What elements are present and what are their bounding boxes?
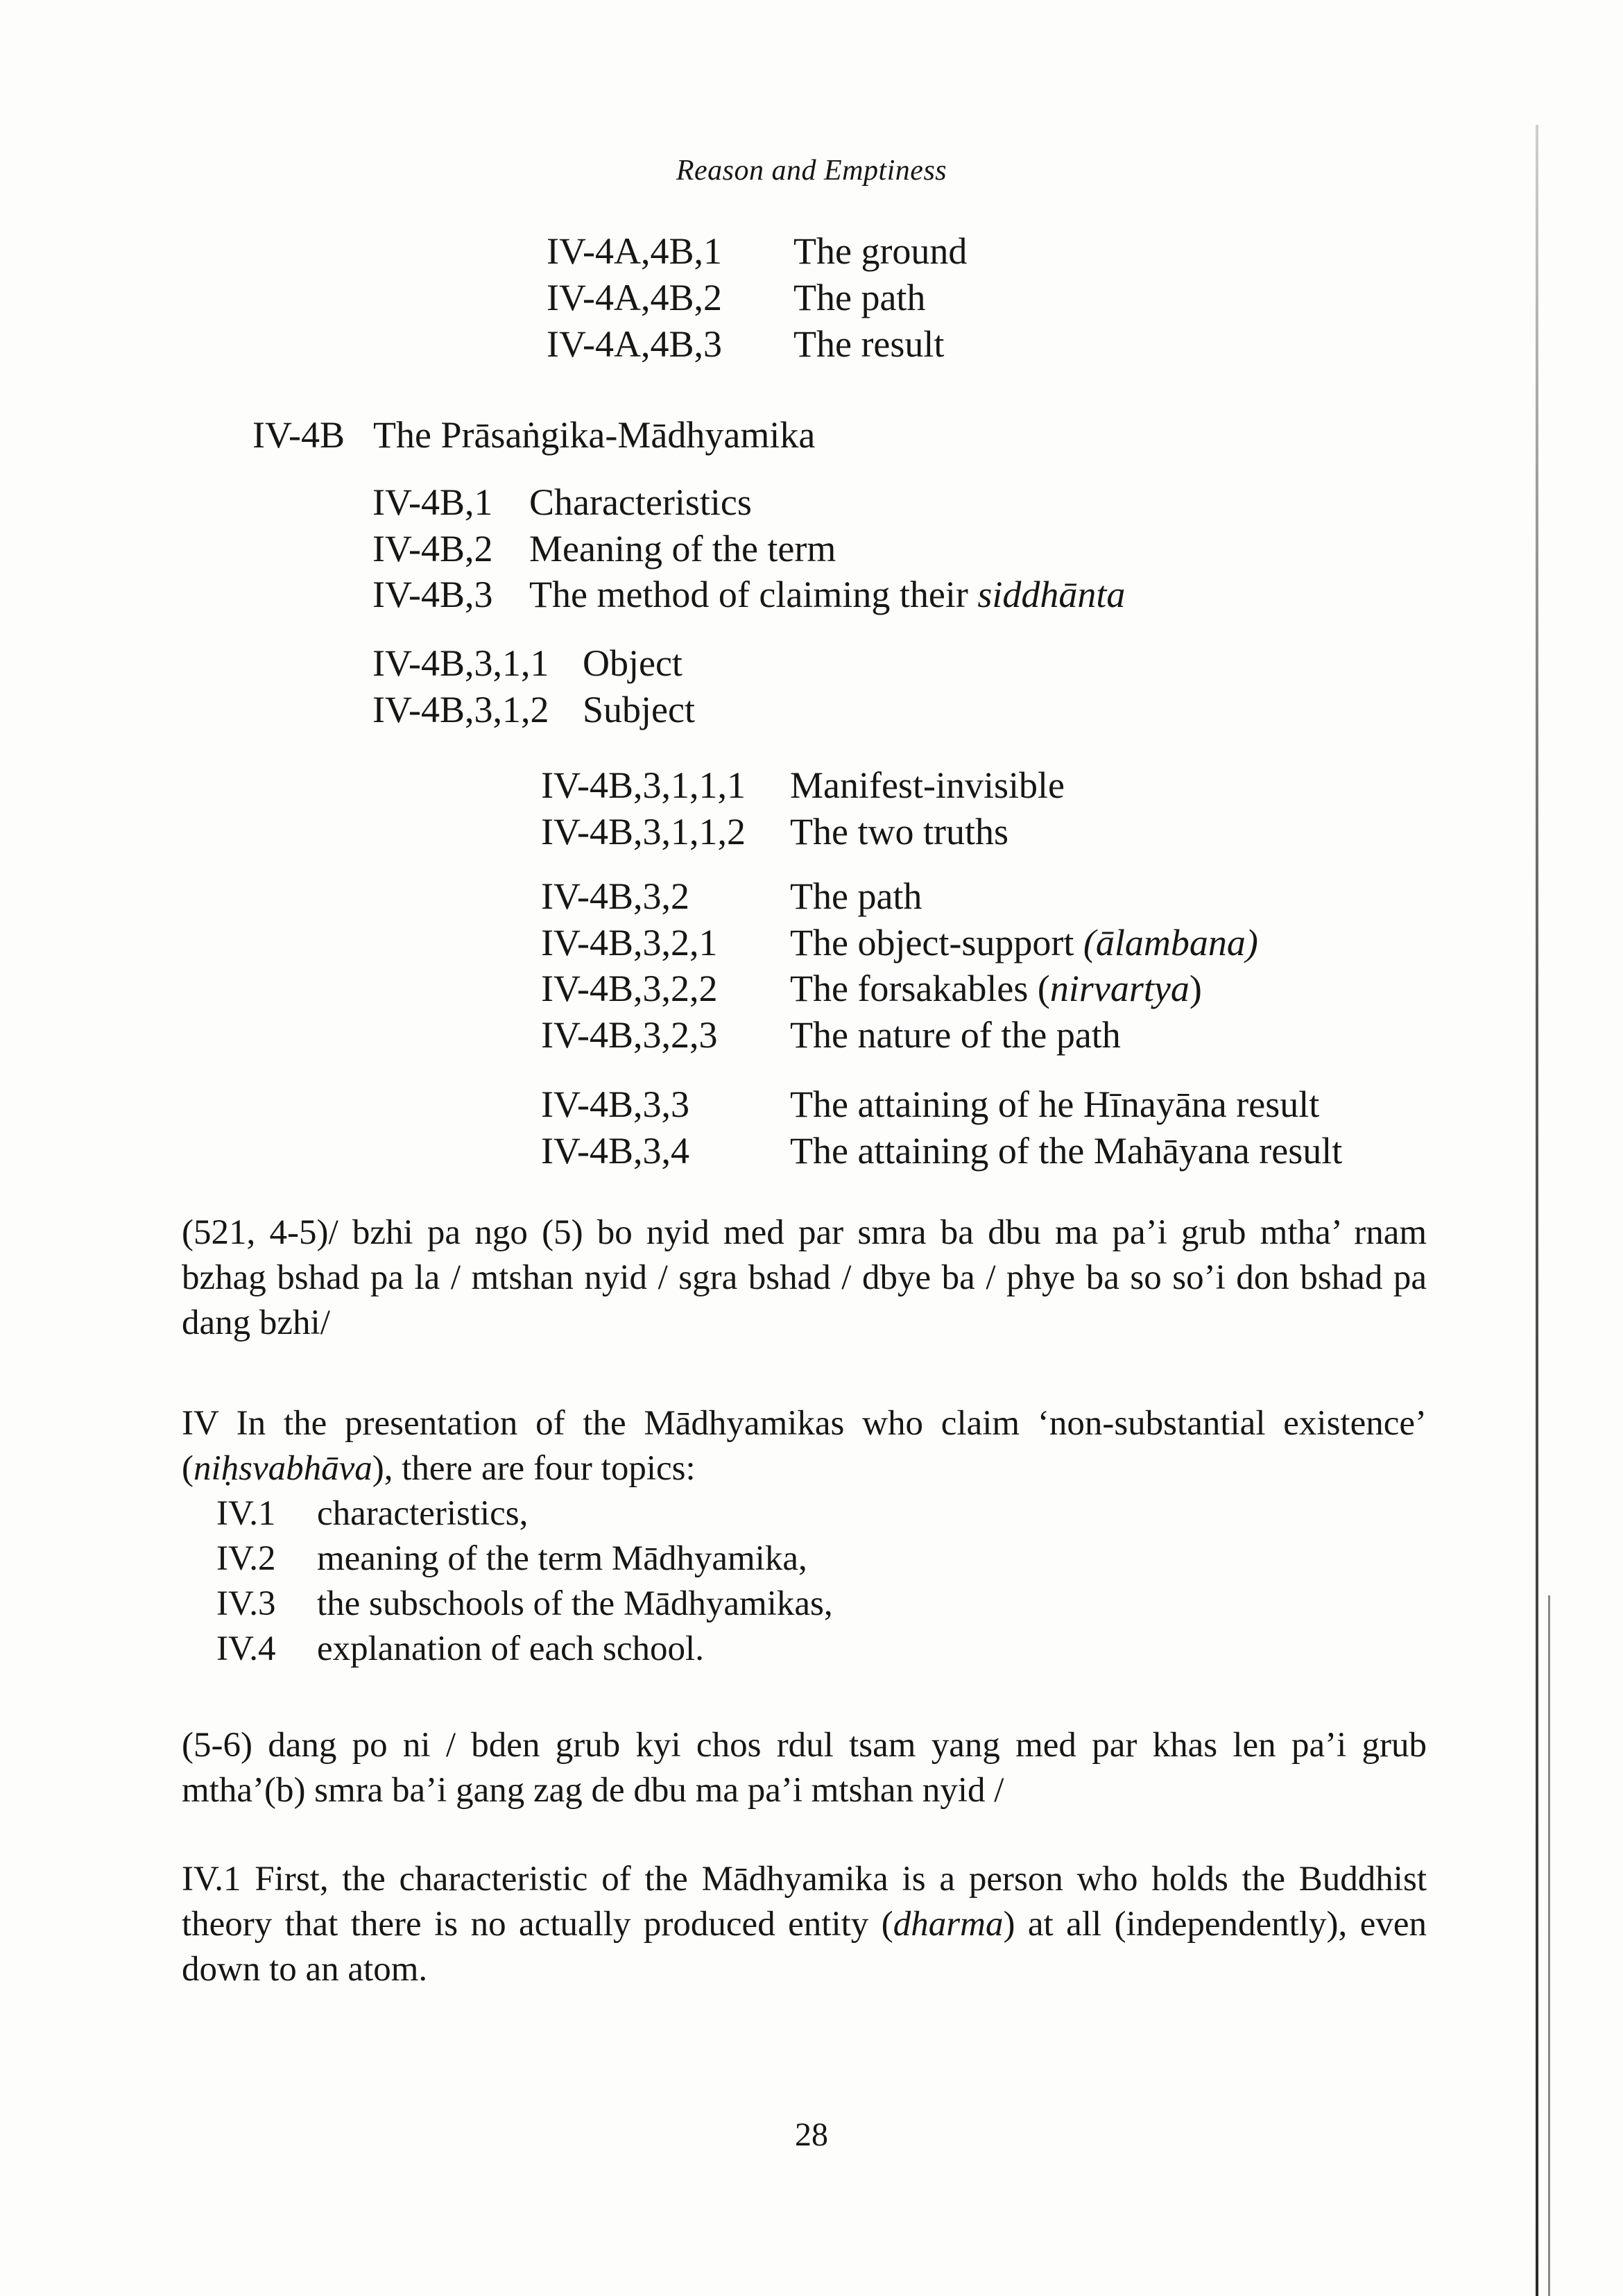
outline-label: The path — [793, 277, 926, 318]
outline-label-italic: (ālambana) — [1083, 922, 1258, 963]
outline-code: IV-4B,3,2,3 — [541, 1014, 718, 1056]
outline-label: The nature of the path — [790, 1014, 1121, 1056]
outline-label: The Prāsaṅgika-Mādhyamika — [373, 414, 816, 456]
outline-label-italic: nirvartya — [1049, 968, 1190, 1009]
outline-code: IV-4B,3,2 — [541, 875, 690, 917]
list-text: the subschools of the Mādhyamikas, — [317, 1584, 833, 1623]
outline-code: IV-4B,3,1,1 — [372, 642, 549, 684]
running-head: Reason and Emptiness — [676, 155, 947, 187]
outline-label: Object — [583, 642, 682, 684]
outline-label-text: The object-support — [790, 922, 1083, 963]
outline-label: The path — [790, 875, 922, 917]
outline-label-text: The method of claiming their — [529, 574, 978, 615]
outline-label: The ground — [793, 230, 968, 272]
outline-label: The attaining of the Mahāyana result — [790, 1130, 1343, 1172]
paragraph-italic: niḥsvabhāva — [193, 1449, 372, 1488]
list-text: explanation of each school. — [317, 1629, 704, 1668]
outline-label: Meaning of the term — [529, 528, 836, 569]
outline-label — [790, 970, 1202, 1007]
list-text: characteristics, — [317, 1494, 529, 1533]
outline-label: Subject — [583, 689, 695, 730]
tibetan-passage: (521, 4-5)/ bzhi pa ngo (5) bo nyid med par smra ba dbu ma pa’i grub mtha’ rnam bzhag bshad pa la / mtshan nyid / sgra bshad / dbye ba / phye ba so so’i don bshad pa dang bzhi/ — [182, 1213, 1427, 1342]
outline-code: IV-4B,1 — [372, 481, 493, 523]
outline-code: IV-4B,3,4 — [541, 1130, 690, 1172]
outline-code: IV-4B — [252, 414, 345, 456]
outline-label — [790, 924, 1258, 961]
outline-label-text: The forsakables ( — [790, 968, 1050, 1009]
outline-code: IV-4A,4B,2 — [547, 277, 723, 318]
paragraph-text: IV In the presentation of the Mādhyamikas who claim ‘non-substantial existence’ ( — [182, 1404, 1427, 1488]
outline-code: IV-4B,3,2,1 — [541, 922, 718, 963]
outline-code: IV-4B,3,1,2 — [372, 689, 549, 730]
outline-label: The attaining of he Hīnayāna result — [790, 1083, 1320, 1125]
page-number: 28 — [795, 2116, 828, 2153]
outline-code: IV-4B,3,3 — [541, 1083, 690, 1125]
outline-code: IV-4B,3,2,2 — [541, 968, 718, 1009]
list-number: IV.4 — [216, 1629, 276, 1668]
outline-label: Characteristics — [529, 481, 752, 523]
outline-label: The two truths — [790, 811, 1008, 853]
paragraph-text: IV.1 First, the characteristic of the Mādhyamika is a person who holds the Buddhist theory that there is no actually produced entity ( — [182, 1860, 1427, 1944]
outline-label: Manifest-invisible — [790, 764, 1065, 806]
paragraph-text: ) at all (independently), even down to an atom. — [182, 1905, 1427, 1989]
outline-code: IV-4B,3,1,1,1 — [541, 764, 746, 806]
list-number: IV.1 — [216, 1494, 276, 1533]
paragraph-iv — [182, 1401, 1427, 1491]
outline-code: IV-4A,4B,1 — [547, 230, 723, 272]
outline-code: IV-4B,3,1,1,2 — [541, 811, 746, 853]
list-text: meaning of the term Mādhyamika, — [317, 1539, 807, 1578]
paragraph-text: ), there are four topics: — [372, 1449, 696, 1488]
outline-label — [529, 576, 1125, 613]
outline-code: IV-4B,3 — [372, 574, 493, 615]
outline-code: IV-4B,2 — [372, 528, 493, 569]
outline-label-after: ) — [1189, 968, 1202, 1009]
paragraph-iv1 — [182, 1857, 1427, 1992]
outline-label-italic: siddhānta — [977, 574, 1126, 615]
list-number: IV.2 — [216, 1539, 276, 1578]
paragraph-italic: dharma — [893, 1905, 1004, 1944]
outline-label: The result — [793, 323, 945, 365]
outline-code: IV-4A,4B,3 — [547, 323, 723, 365]
page-edge-shadow — [1548, 1595, 1550, 2296]
tibetan-passage: (5-6) dang po ni / bden grub kyi chos rdul tsam yang med par khas len pa’i grub mtha’(b) smra ba’i gang zag de dbu ma pa’i mtshan nyid / — [182, 1726, 1427, 1810]
list-number: IV.3 — [216, 1584, 276, 1623]
page-edge-shadow — [1536, 125, 1538, 2296]
